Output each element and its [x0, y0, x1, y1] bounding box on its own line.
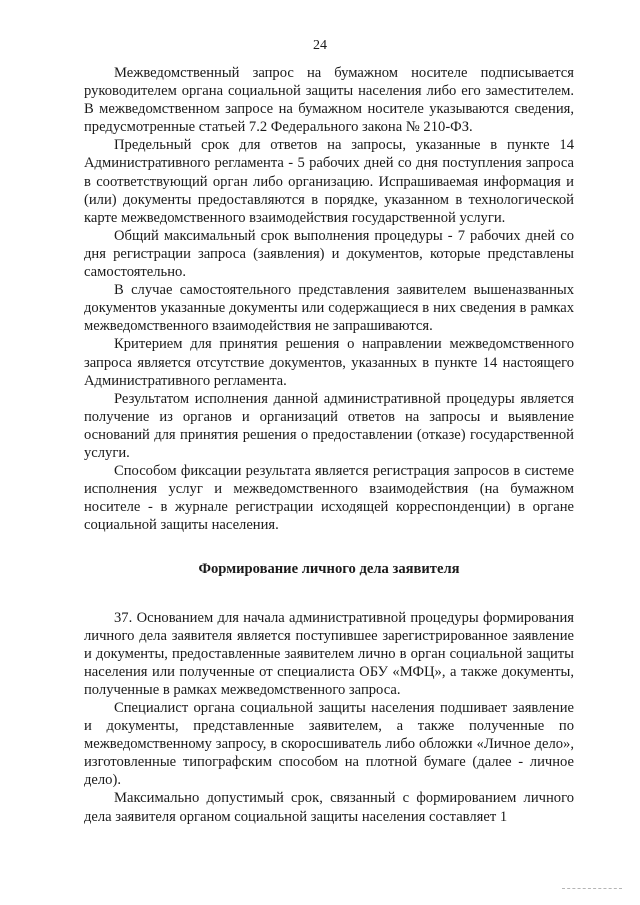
paragraph-procedure-result: Результатом исполнения данной административной процедуры является получение из органов и организаций ответов на запросы и выявление оснований для принятия решения о предоставлении (отказе) государственной услуги.	[84, 390, 574, 461]
paragraph-response-deadline: Предельный срок для ответов на запросы, указанные в пункте 14 Административного регламента - 5 рабочих дней со дня поступления запроса в соответствующий орган либо организацию. Испрашиваемая информация и (или) документы предоставляются в порядке, указанном в технологической карте межведомственного взаимодействия государственной услуги.	[84, 137, 574, 226]
paragraph-item-37: 37. Основанием для начала административной процедуры формирования личного дела заявителя является поступившее зарегистрированное заявление и документы, предоставленные заявителем лично в орган социальной защиты населения или полученные от специалиста ОБУ «МФЦ», а также документы, полученные в рамках межведомственного запроса.	[84, 609, 574, 698]
document-body	[84, 64, 574, 826]
paragraph-procedure-max-term: Общий максимальный срок выполнения процедуры - 7 рабочих дней со дня регистрации запроса (заявления) и документов, которые представлены самостоятельно.	[84, 227, 574, 281]
paragraph-self-submission-case: В случае самостоятельного представления заявителем вышеназванных документов указанные документы или содержащиеся в них сведения в рамках межведомственного взаимодействия не запрашиваются.	[84, 282, 574, 335]
paragraph-interagency-request-signing: Межведомственный запрос на бумажном носителе подписывается руководителем органа социальной защиты населения либо его заместителем. В межведомственном запросе на бумажном носителе указываются сведения, предусмотренные статьей 7.2 Федерального закона № 210-ФЗ.	[84, 65, 574, 136]
paragraph-max-term-filing: Максимально допустимый срок, связанный с формированием личного дела заявителя органом социальной защиты населения составляет 1	[84, 790, 574, 825]
paragraph-decision-criterion: Критерием для принятия решения о направлении межведомственного запроса является отсутствие документов, указанных в пункте 14 настоящего Административного регламента.	[84, 336, 574, 389]
paragraph-result-fixation: Способом фиксации результата является регистрация запросов в системе исполнения услуг и межведомственного взаимодействия (на бумажном носителе - в журнале регистрации исходящей корреспонденции) в органе социальной защиты населения.	[84, 463, 574, 534]
page-number: 24	[313, 38, 327, 53]
section-heading: Формирование личного дела заявителя	[198, 561, 460, 578]
paragraph-specialist-filing: Специалист органа социальной защиты населения подшивает заявление и документы, представленные заявителем, а также полученные по межведомственному запросу, в скоросшиватель либо обложки «Личное дело», изготовленные типографским способом на плотной бумаге (далее - личное дело).	[84, 700, 574, 789]
scan-edge-mark	[562, 887, 622, 889]
